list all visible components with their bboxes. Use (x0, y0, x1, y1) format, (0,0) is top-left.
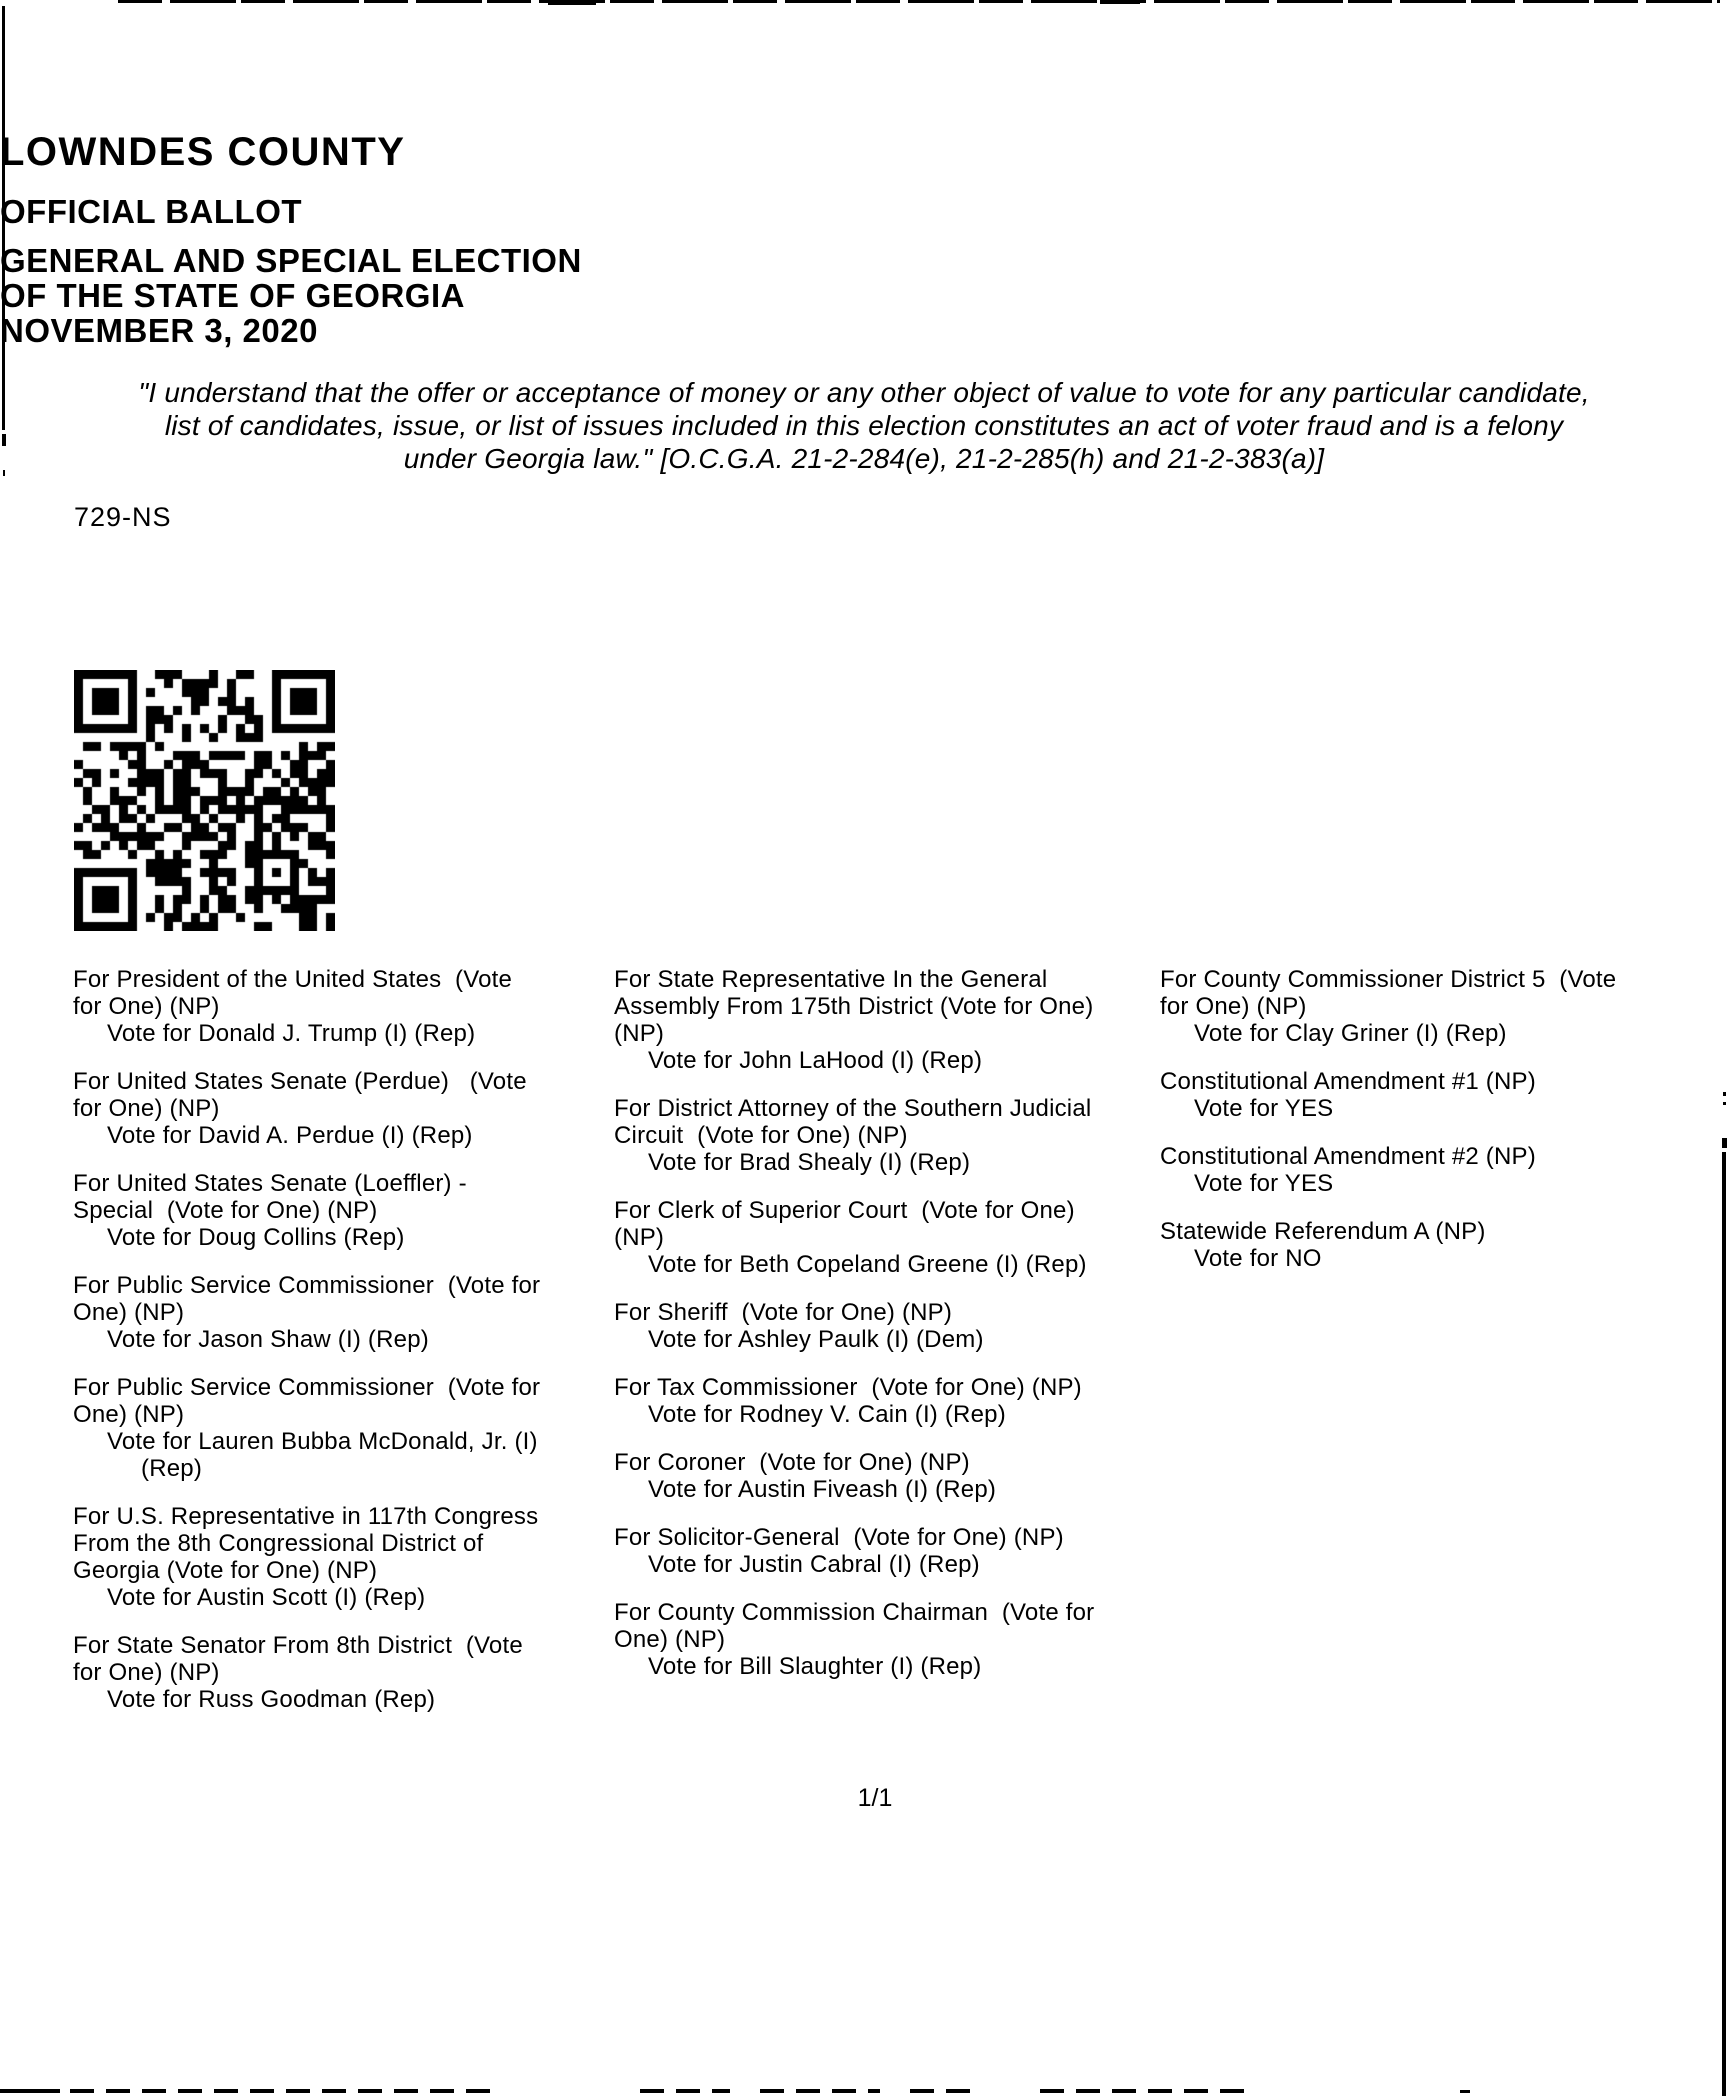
contest-block (614, 966, 1109, 1074)
vote-for-line: Vote for Lauren Bubba McDonald, Jr. (I) (Rep) (107, 1428, 545, 1482)
fraud-notice-line: "I understand that the offer or acceptance of money or any other object of value to vote for any particular candidate, (138, 377, 1590, 408)
contest-block (614, 1524, 1109, 1578)
vote-for-line: Vote for Clay Griner (I) (Rep) (1194, 1020, 1507, 1047)
contest-title: For U.S. Representative in 117th Congress From the 8th Congressional District of Georgia (Vote for One) (NP) (73, 1503, 546, 1584)
contest-title: Constitutional Amendment #1 (NP) (1160, 1068, 1536, 1095)
ballot-type-title: OFFICIAL BALLOT (0, 193, 303, 230)
contest-title: For Clerk of Superior Court (Vote for One) (NP) (614, 1197, 1082, 1251)
scan-artifact-top-blob (548, 0, 596, 5)
scan-artifact-right-edge-dash (1722, 1138, 1727, 1148)
election-title (0, 243, 1728, 348)
contest-title: For Public Service Commissioner (Vote for One) (NP) (73, 1272, 548, 1326)
scan-artifact-bottom-edge (1040, 2089, 1255, 2093)
scan-artifact-top-blob (1100, 0, 1140, 4)
vote-for-line: Vote for Beth Copeland Greene (I) (Rep) (648, 1251, 1087, 1278)
ballot-column-3 (1160, 966, 1630, 1293)
election-title-line-2: OF THE STATE OF GEORGIA (0, 277, 465, 314)
fraud-notice-line: list of candidates, issue, or list of issues included in this election constitutes an act of voter fraud and is a felony (164, 410, 1564, 441)
vote-for-line: Vote for Bill Slaughter (I) (Rep) (648, 1653, 982, 1680)
scan-artifact-right-edge-dot (1723, 1092, 1726, 1096)
contest-block (73, 966, 541, 1047)
contest-title: For Coroner (Vote for One) (NP) (614, 1449, 970, 1476)
vote-for-line: Vote for YES (1194, 1170, 1334, 1197)
vote-for-line: Vote for Justin Cabral (I) (Rep) (648, 1551, 980, 1578)
scan-artifact-bottom-edge (1460, 2090, 1470, 2093)
contest-block (1160, 1143, 1630, 1197)
contest-block (73, 1374, 548, 1482)
scan-artifact-right-edge-dot (1723, 1102, 1726, 1105)
contest-block (73, 1170, 541, 1251)
vote-for-line: Vote for NO (1194, 1245, 1322, 1272)
contest-title: For District Attorney of the Southern Judicial Circuit (Vote for One) (NP) (614, 1095, 1099, 1149)
contest-block (614, 1374, 1109, 1428)
contest-title: For Tax Commissioner (Vote for One) (NP) (614, 1374, 1082, 1401)
contest-title: For President of the United States (Vote for One) (NP) (73, 966, 519, 1020)
contest-title: For Public Service Commissioner (Vote for One) (NP) (73, 1374, 548, 1428)
contest-title: For United States Senate (Loeffler) - Special (Vote for One) (NP) (73, 1170, 474, 1224)
vote-for-line: Vote for Donald J. Trump (I) (Rep) (107, 1020, 476, 1047)
contest-block (614, 1449, 1109, 1503)
scan-artifact-bottom-edge (760, 2089, 880, 2093)
fraud-notice-line: under Georgia law." [O.C.G.A. 21-2-284(e), 21-2-285(h) and 21-2-383(a)] (403, 443, 1325, 474)
contest-block (73, 1068, 541, 1149)
contest-block (614, 1197, 1109, 1278)
ballot-column-2 (614, 966, 1109, 1701)
vote-for-line: Vote for Ashley Paulk (I) (Dem) (648, 1326, 984, 1353)
contest-block (73, 1632, 541, 1713)
vote-for-line: Vote for Rodney V. Cain (I) (Rep) (648, 1401, 1006, 1428)
vote-for-line: Vote for Austin Scott (I) (Rep) (107, 1584, 426, 1611)
election-title-line-3: NOVEMBER 3, 2020 (0, 312, 318, 349)
contest-block (73, 1272, 548, 1353)
ballot-qr-code (74, 670, 335, 931)
contest-title: For State Representative In the General Assembly From 175th District (Vote for One) (NP) (614, 966, 1101, 1047)
vote-for-line: Vote for Austin Fiveash (I) (Rep) (648, 1476, 997, 1503)
contest-title: Constitutional Amendment #2 (NP) (1160, 1143, 1536, 1170)
scan-artifact-top-edge (118, 0, 1720, 3)
scan-artifact-bottom-edge (640, 2089, 730, 2093)
page-number: 1/1 (857, 1784, 893, 1812)
contest-title: For County Commission Chairman (Vote for One) (NP) (614, 1599, 1102, 1653)
vote-for-line: Vote for John LaHood (I) (Rep) (648, 1047, 983, 1074)
precinct-code: 729-NS (74, 502, 172, 532)
contest-title: Statewide Referendum A (NP) (1160, 1218, 1486, 1245)
contest-block (614, 1095, 1109, 1176)
ballot-column-1 (73, 966, 548, 1734)
contest-block (614, 1599, 1109, 1680)
contest-block (73, 1503, 546, 1611)
contest-block (1160, 1218, 1630, 1272)
county-title: LOWNDES COUNTY (0, 130, 406, 174)
election-title-line-1: GENERAL AND SPECIAL ELECTION (0, 242, 582, 279)
fraud-notice (14, 376, 1714, 475)
vote-for-line: Vote for Russ Goodman (Rep) (107, 1686, 436, 1713)
contest-title: For Solicitor-General (Vote for One) (NP) (614, 1524, 1064, 1551)
contest-block (614, 1299, 1109, 1353)
scan-artifact-left-edge-dot (3, 470, 5, 476)
contest-block (1160, 1068, 1630, 1122)
scan-artifact-bottom-edge (910, 2089, 970, 2093)
contest-title: For County Commissioner District 5 (Vote for One) (NP) (1160, 966, 1624, 1020)
scan-artifact-left-edge-dash (2, 434, 6, 446)
vote-for-line: Vote for David A. Perdue (I) (Rep) (107, 1122, 473, 1149)
vote-for-line: Vote for Doug Collins (Rep) (107, 1224, 405, 1251)
scan-artifact-right-edge-line (1722, 1152, 1726, 2096)
vote-for-line: Vote for Brad Shealy (I) (Rep) (648, 1149, 971, 1176)
scan-artifact-bottom-edge (70, 2089, 500, 2093)
contest-title: For Sheriff (Vote for One) (NP) (614, 1299, 953, 1326)
scan-artifact-bottom-edge (0, 2089, 60, 2093)
vote-for-line: Vote for Jason Shaw (I) (Rep) (107, 1326, 429, 1353)
contest-title: For State Senator From 8th District (Vote for One) (NP) (73, 1632, 530, 1686)
vote-for-line: Vote for YES (1194, 1095, 1334, 1122)
contest-title: For United States Senate (Perdue) (Vote for One) (NP) (73, 1068, 534, 1122)
contest-block (1160, 966, 1630, 1047)
